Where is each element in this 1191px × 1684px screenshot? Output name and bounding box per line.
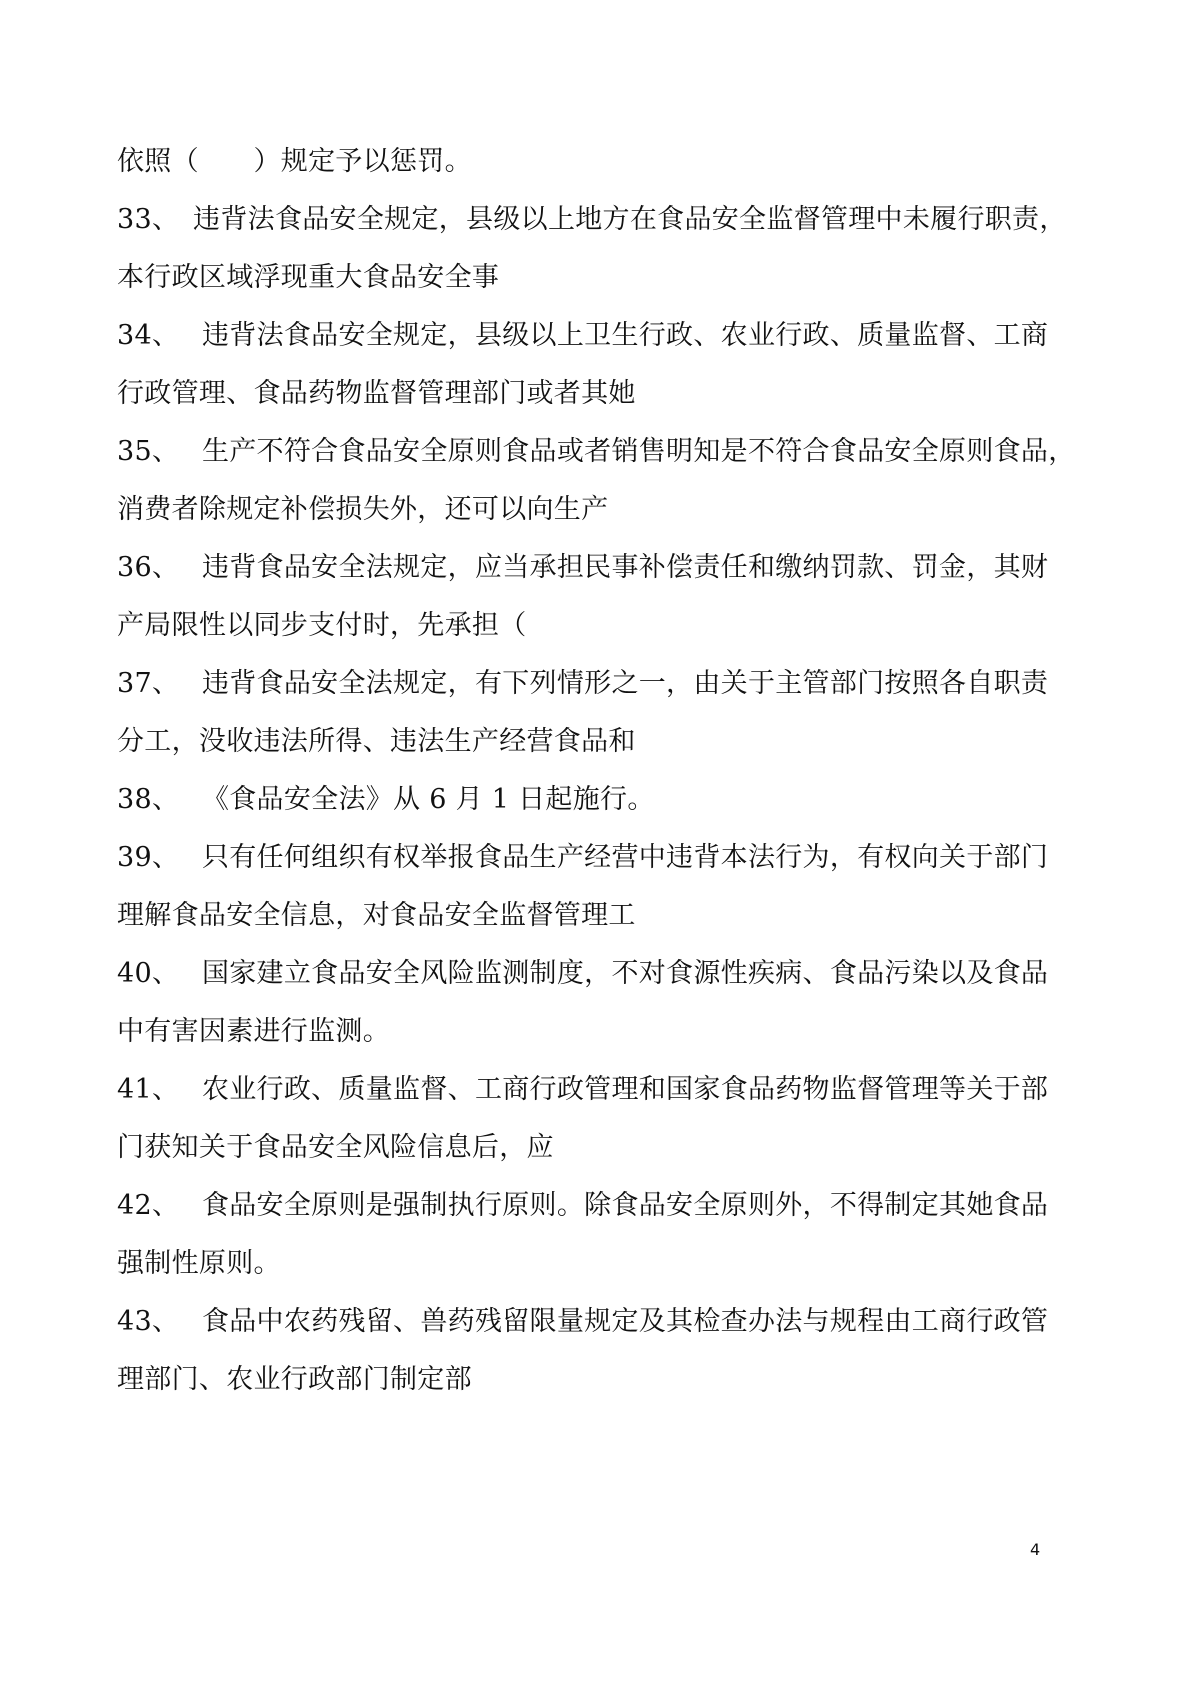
text-line: 41、 农业行政、质量监督、工商行政管理和国家食品药物监督管理等关于部 [117,1074,1049,1105]
text-line: 42、 食品安全原则是强制执行原则。除食品安全原则外，不得制定其她食品 [117,1190,1049,1221]
text-line: 行政管理、食品药物监督管理部门或者其她 [117,378,636,409]
text-line: 消费者除规定补偿损失外，还可以向生产 [117,494,609,525]
text-line: 理解食品安全信息，对食品安全监督管理工 [117,900,636,931]
text-line: 43、 食品中农药残留、兽药残留限量规定及其检查办法与规程由工商行政管 [117,1306,1049,1337]
text-line: 40、 国家建立食品安全风险监测制度，不对食源性疾病、食品污染以及食品 [117,958,1049,989]
text-line: 强制性原则。 [117,1248,281,1279]
text-line: 33、 违背法食品安全规定，县级以上地方在食品安全监督管理中未履行职责， [117,204,1067,235]
text-line: 产局限性以同步支付时，先承担（ [117,610,527,641]
text-line: 35、 生产不符合食品安全原则食品或者销售明知是不符合食品安全原则食品， [117,436,1076,467]
text-line: 36、 违背食品安全法规定，应当承担民事补偿责任和缴纳罚款、罚金，其财 [117,552,1049,583]
text-line: 依照（ ）规定予以惩罚。 [117,146,472,177]
text-line: 门获知关于食品安全风险信息后，应 [117,1132,554,1163]
text-line: 理部门、农业行政部门制定部 [117,1364,472,1395]
text-line: 分工，没收违法所得、违法生产经营食品和 [117,726,636,757]
text-line: 37、 违背食品安全法规定，有下列情形之一，由关于主管部门按照各自职责 [117,668,1049,699]
text-line: 中有害因素进行监测。 [117,1016,390,1047]
text-line: 本行政区域浮现重大食品安全事 [117,262,500,293]
text-line: 38、 《食品安全法》从 6 月 1 日起施行。 [117,784,655,815]
text-line: 39、 只有任何组织有权举报食品生产经营中违背本法行为，有权向关于部门 [117,842,1049,873]
page-number: 4 [1030,1540,1041,1559]
text-line: 34、 违背法食品安全规定，县级以上卫生行政、农业行政、质量监督、工商 [117,320,1049,351]
